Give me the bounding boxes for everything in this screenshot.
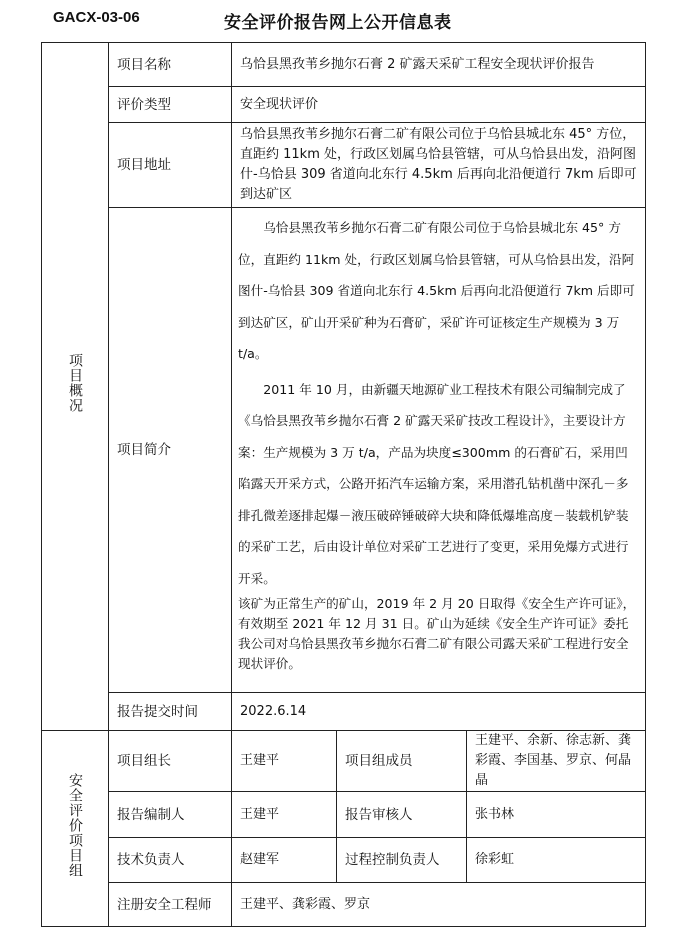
row-safety-engineers — [42, 883, 646, 927]
project-intro-label: 项目简介 — [109, 208, 232, 693]
report-author-value: 王建平 — [232, 792, 337, 838]
info-table — [41, 42, 646, 927]
row-project-name — [42, 43, 646, 87]
evaluation-type-label: 评价类型 — [109, 87, 232, 123]
team-section — [42, 731, 109, 927]
technical-lead-label: 技术负责人 — [109, 838, 232, 883]
project-address-value: 乌恰县黑孜苇乡抛尔石膏二矿有限公司位于乌恰县城北东 45° 方位，直距约 11km 处，行政区划属乌恰县管辖，可从乌恰县出发，沿阿图什-乌恰县 309 省道向北东行 4.5km 后再向北沿便道行 7km 后即可到达矿区 — [232, 123, 646, 208]
project-intro-value — [232, 208, 646, 693]
evaluation-type-value: 安全现状评价 — [232, 87, 646, 123]
submission-date-value: 2022.6.14 — [232, 693, 646, 731]
process-control-label: 过程控制负责人 — [337, 838, 467, 883]
report-reviewer-label: 报告审核人 — [337, 792, 467, 838]
row-evaluation-type — [42, 87, 646, 123]
team-leader-label: 项目组长 — [109, 731, 232, 792]
report-author-label: 报告编制人 — [109, 792, 232, 838]
overview-section — [42, 43, 109, 731]
document-code: GACX-03-06 — [53, 9, 140, 26]
team-leader-value: 王建平 — [232, 731, 337, 792]
row-submission-date — [42, 693, 646, 731]
team-members-label: 项目组成员 — [337, 731, 467, 792]
technical-lead-value: 赵建军 — [232, 838, 337, 883]
row-report-author — [42, 792, 646, 838]
row-project-intro — [42, 208, 646, 693]
intro-paragraph-1: 乌恰县黑孜苇乡抛尔石膏二矿有限公司位于乌恰县城北东 45° 方位，直距约 11km 处，行政区划属乌恰县管辖，可从乌恰县出发，沿阿图什-乌恰县 309 省道向北东行 4.5km 后再向北沿便道行 7km 后即可到达矿区，矿山开采矿种为石膏矿，采矿许可证核定生产规模为 3 万 t/a。 — [238, 220, 635, 361]
team-section-label: 安全评价项目组 — [67, 772, 83, 878]
intro-paragraph-2: 2011 年 10 月，由新疆天地源矿业工程技术有限公司编制完成了《乌恰县黑孜苇乡抛尔石膏 2 矿露天采矿技改工程设计》，主要设计方案：生产规模为 3 万 t/a，产品为块度≤300mm 的石膏矿石，采用凹陷露天开采方式，公路开拓汽车运输方案，采用潜孔钻机凿中深孔－多排孔微差逐排起爆－液压破碎锤破碎大块和降低爆堆高度－装载机铲装的采矿工艺，后由设计单位对采矿工艺进行了变更，采用免爆方式进行开采。 — [238, 381, 629, 586]
process-control-value: 徐彩虹 — [467, 838, 646, 883]
team-members-value: 王建平、余新、徐志新、龚彩霞、李国基、罗京、何晶晶 — [467, 731, 646, 792]
overview-section-label: 项目概况 — [67, 353, 83, 413]
project-name-label: 项目名称 — [109, 43, 232, 87]
project-name-value: 乌恰县黑孜苇乡抛尔石膏 2 矿露天采矿工程安全现状评价报告 — [232, 43, 646, 87]
safety-engineers-value: 王建平、龚彩霞、罗京 — [232, 883, 646, 927]
submission-date-label: 报告提交时间 — [109, 693, 232, 731]
intro-paragraph-3: 该矿为正常生产的矿山，2019 年 2 月 20 日取得《安全生产许可证》，有效期至 2021 年 12 月 31 日。矿山为延续《安全生产许可证》委托我公司对乌恰县黑孜苇乡抛尔石膏二矿有限公司露天采矿工程进行安全现状评价。 — [238, 596, 636, 671]
row-team-leader — [42, 731, 646, 792]
row-project-address — [42, 123, 646, 208]
row-technical-lead — [42, 838, 646, 883]
project-address-label: 项目地址 — [109, 123, 232, 208]
document-title: 安全评价报告网上公开信息表 — [224, 13, 452, 33]
safety-engineers-label: 注册安全工程师 — [109, 883, 232, 927]
report-reviewer-value: 张书林 — [467, 792, 646, 838]
